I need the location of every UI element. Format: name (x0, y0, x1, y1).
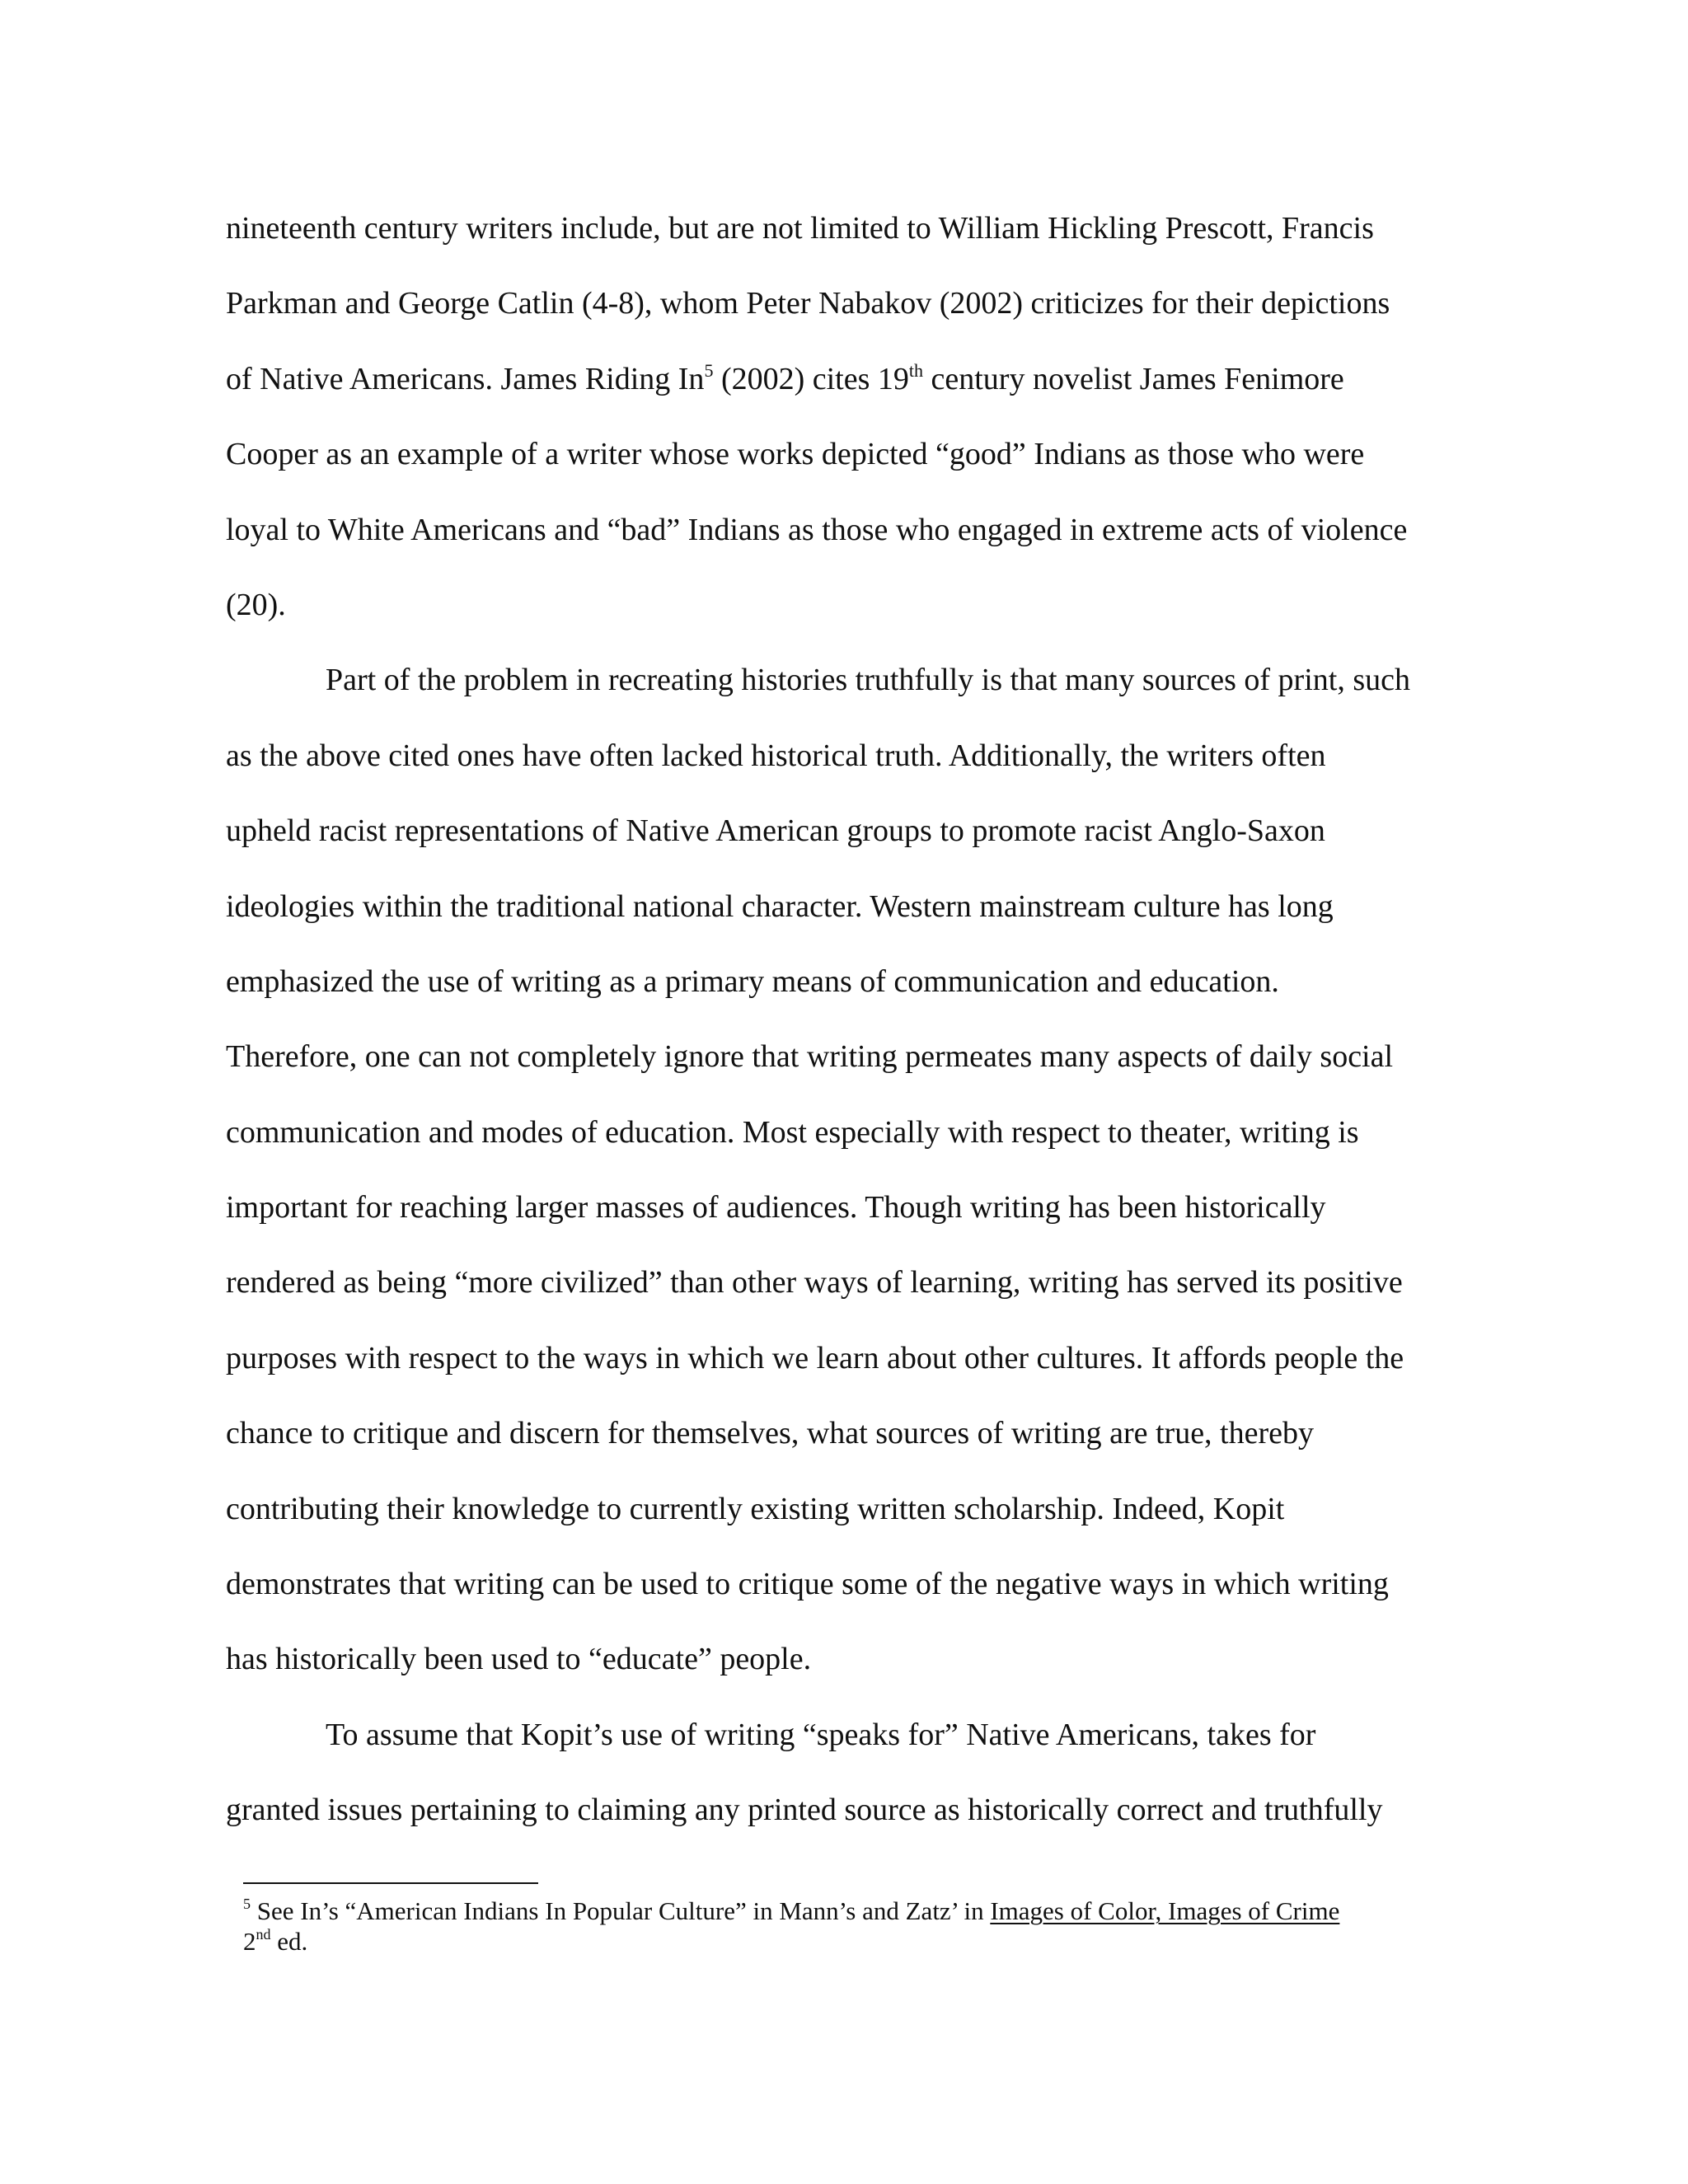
text-line (226, 342, 1454, 417)
text-line: To assume that Kopit’s use of writing “speaks for” Native Americans, takes for (326, 1717, 1316, 1752)
text-line: as the above cited ones have often lacked historical truth. Additionally, the writers often (226, 738, 1326, 773)
text-segment: century novelist James Fenimore (923, 361, 1344, 396)
text-line: Cooper as an example of a writer whose works depicted “good” Indians as those who were (226, 437, 1365, 472)
text-line: contributing their knowledge to currently existing written scholarship. Indeed, Kopit (226, 1491, 1285, 1526)
text-line: communication and modes of education. Most especially with respect to theater, writing is (226, 1114, 1359, 1150)
text-line: important for reaching larger masses of audiences. Though writing has been historically (226, 1190, 1326, 1226)
text-line: chance to critique and discern for themselves, what sources of writing are true, thereby (226, 1416, 1314, 1451)
footnote-line (243, 1926, 1479, 1957)
text-line: ideologies within the traditional national character. Western mainstream culture has long (226, 888, 1334, 924)
text-segment: of Native Americans. James Riding In (226, 361, 705, 396)
text-line: nineteenth century writers include, but are not limited to William Hickling Prescott, Francis (226, 211, 1374, 246)
text-line: Part of the problem in recreating histories truthfully is that many sources of print, such (326, 663, 1410, 698)
footnote-number: 5 (243, 1896, 251, 1912)
edition-number: 2 (243, 1927, 256, 1956)
text-line: granted issues pertaining to claiming any printed source as historically correct and truthfully (226, 1793, 1383, 1828)
footnote-reference: 5 (704, 359, 714, 381)
footnote (243, 1896, 1479, 1957)
text-segment: (2002) cites 19 (713, 361, 909, 396)
text-line: Parkman and George Catlin (4-8), whom Peter Nabakov (2002) criticizes for their depictions (226, 286, 1390, 321)
text-line: Therefore, one can not completely ignore that writing permeates many aspects of daily social (226, 1039, 1394, 1075)
footnote-separator (243, 1882, 538, 1884)
text-line: loyal to White Americans and “bad” Indians as those who engaged in extreme acts of violence (226, 512, 1408, 547)
text-line: upheld racist representations of Native American groups to promote racist Anglo-Saxon (226, 813, 1325, 849)
text-line: demonstrates that writing can be used to critique some of the negative ways in which writing (226, 1567, 1389, 1602)
footnote-book-title: Images of Color, Images of Crime (990, 1896, 1340, 1925)
body-text (226, 191, 1454, 1849)
footnote-line (243, 1896, 1479, 1926)
edition-suffix: nd (256, 1926, 271, 1943)
text-line: purposes with respect to the ways in which we learn about other cultures. It affords people the (226, 1340, 1404, 1376)
edition-text: ed. (270, 1927, 308, 1956)
text-line: emphasized the use of writing as a primary means of communication and education. (226, 963, 1279, 999)
footnote-text: See In’s “American Indians In Popular Culture” in Mann’s and Zatz’ in (251, 1896, 991, 1925)
text-line: has historically been used to “educate” people. (226, 1642, 812, 1677)
text-line: rendered as being “more civilized” than other ways of learning, writing has served its positive (226, 1265, 1403, 1301)
ordinal-suffix: th (908, 359, 924, 381)
text-line: (20). (226, 587, 286, 622)
